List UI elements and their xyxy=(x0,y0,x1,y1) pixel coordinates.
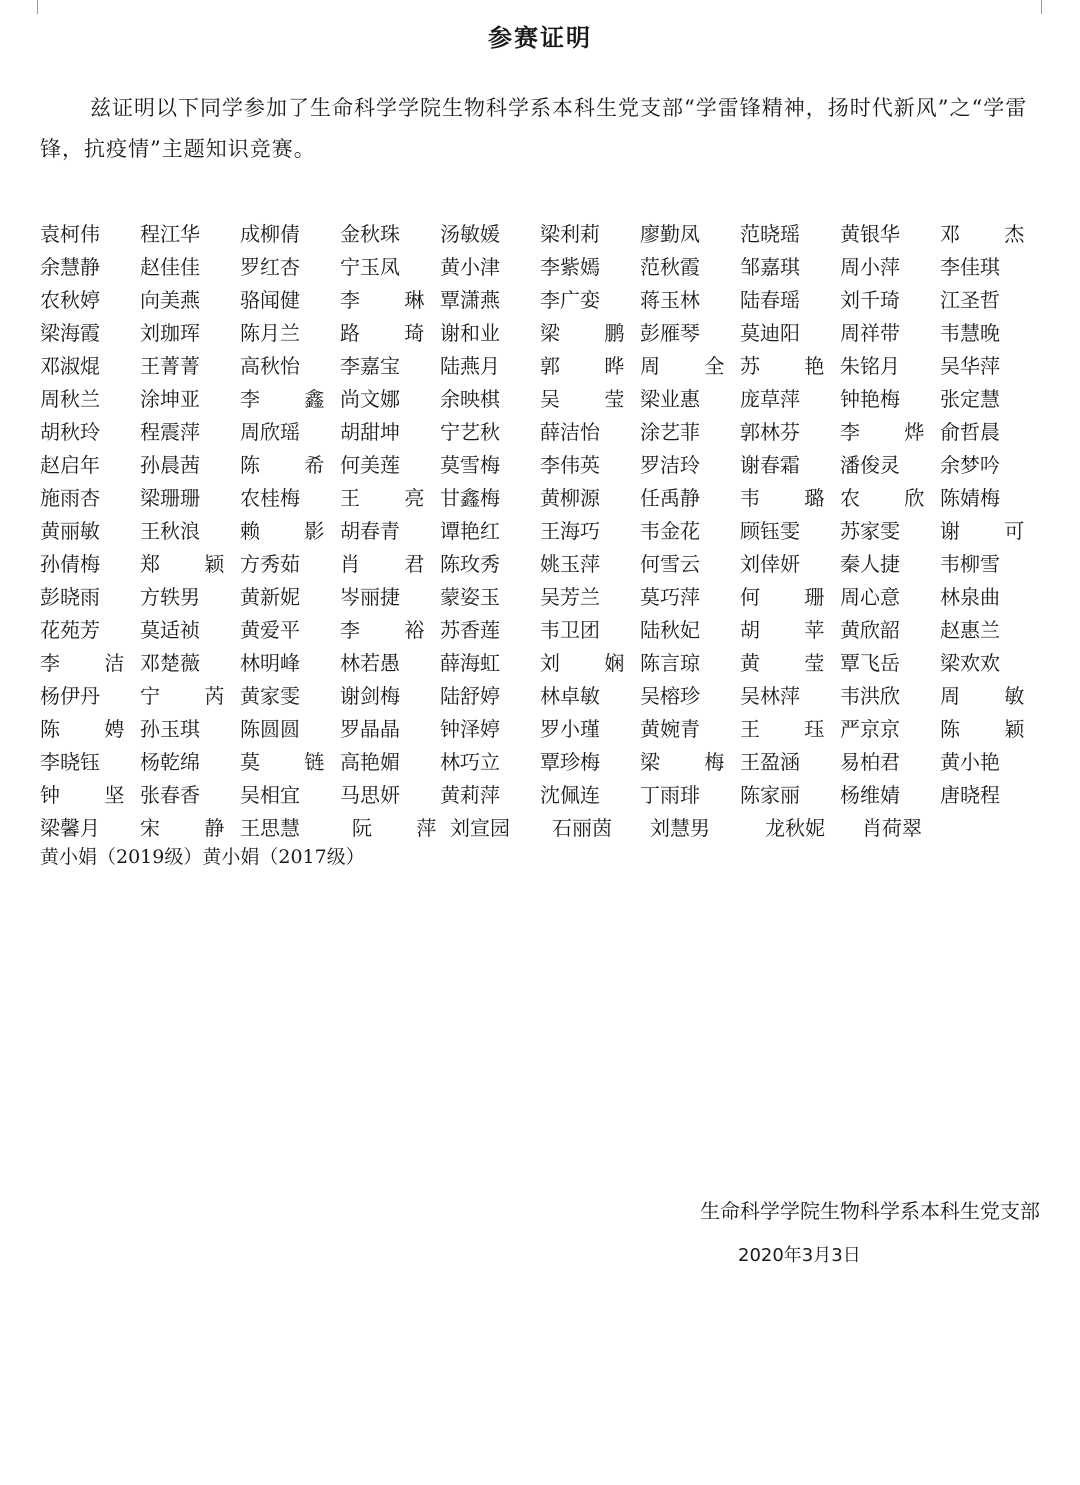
participant-name: 王海巧 xyxy=(540,519,600,543)
participant-name: 路 琦 xyxy=(340,321,444,345)
participant-name: 谢剑梅 xyxy=(340,684,400,708)
participant-name: 林若愚 xyxy=(340,651,400,675)
participant-name: 高秋怡 xyxy=(240,354,300,378)
participant-name: 宁玉凤 xyxy=(340,255,400,279)
participant-name: 梁 鹏 xyxy=(540,321,644,345)
participant-name: 梁海霞 xyxy=(40,321,100,345)
participant-name: 马思妍 xyxy=(340,783,400,807)
participant-name: 谢和业 xyxy=(440,321,500,345)
participant-name: 何 珊 xyxy=(740,585,844,609)
participant-name: 吴华萍 xyxy=(940,354,1000,378)
participant-name: 胡春青 xyxy=(340,519,400,543)
participant-name: 农 欣 xyxy=(840,486,944,510)
page-title: 参赛证明 xyxy=(488,24,592,52)
participant-name: 金秋珠 xyxy=(340,222,400,246)
participant-name: 韦卫团 xyxy=(540,618,600,642)
participant-name: 刘宣园 xyxy=(450,816,510,840)
participant-name: 潘俊灵 xyxy=(840,453,900,477)
participant-name: 丁雨琲 xyxy=(640,783,700,807)
corner-mark-left xyxy=(37,0,38,14)
participant-name: 周 全 xyxy=(640,354,744,378)
participant-name: 韦洪欣 xyxy=(840,684,900,708)
participant-name: 韦柳雪 xyxy=(940,552,1000,576)
participant-name: 范秋霞 xyxy=(640,255,700,279)
participant-name: 林卓敏 xyxy=(540,684,600,708)
participant-name: 邓 杰 xyxy=(940,222,1044,246)
participant-row xyxy=(40,614,1040,647)
participant-name: 蒙姿玉 xyxy=(440,585,500,609)
participant-name: 刘 娴 xyxy=(540,651,644,675)
participant-name: 莫迪阳 xyxy=(740,321,800,345)
participant-row xyxy=(40,350,1040,383)
participant-name: 刘千琦 xyxy=(840,288,900,312)
participant-name: 苏香莲 xyxy=(440,618,500,642)
participant-name: 韦金花 xyxy=(640,519,700,543)
participant-name: 陆秋妃 xyxy=(640,618,700,642)
participant-name: 涂艺菲 xyxy=(640,420,700,444)
participant-name: 陈玫秀 xyxy=(440,552,500,576)
participant-name-grid xyxy=(40,218,1044,845)
participant-name: 苏家雯 xyxy=(840,519,900,543)
participant-name: 阮 萍 xyxy=(352,816,456,840)
participant-name: 李佳琪 xyxy=(940,255,1000,279)
issue-date: 2020年3月3日 xyxy=(738,1245,861,1266)
participant-name: 黄欣韶 xyxy=(840,618,900,642)
participant-row xyxy=(40,416,1040,449)
participant-name: 涂坤亚 xyxy=(140,387,200,411)
participant-name: 孙玉琪 xyxy=(140,717,200,741)
participant-row xyxy=(40,548,1040,581)
participant-name: 梁业惠 xyxy=(640,387,700,411)
participant-name: 宁 芮 xyxy=(140,684,244,708)
participant-name: 姚玉萍 xyxy=(540,552,600,576)
participant-name: 尚文娜 xyxy=(340,387,400,411)
participant-name: 王 珏 xyxy=(740,717,844,741)
participant-name: 黄银华 xyxy=(840,222,900,246)
participant-name: 陆舒婷 xyxy=(440,684,500,708)
participant-name: 胡 苹 xyxy=(740,618,844,642)
participant-name: 彭雁琴 xyxy=(640,321,700,345)
participant-name: 吴林萍 xyxy=(740,684,800,708)
participant-name: 范晓瑶 xyxy=(740,222,800,246)
participant-name: 谢春霜 xyxy=(740,453,800,477)
participant-name: 高艳媚 xyxy=(340,750,400,774)
participant-name: 邹嘉琪 xyxy=(740,255,800,279)
participant-name: 莫巧萍 xyxy=(640,585,700,609)
participant-row xyxy=(40,515,1044,548)
participant-name: 覃潇燕 xyxy=(440,288,500,312)
participant-name: 杨维婧 xyxy=(840,783,900,807)
participant-name: 陈月兰 xyxy=(240,321,300,345)
participant-name: 陈圆圆 xyxy=(240,717,300,741)
participant-name: 梁利莉 xyxy=(540,222,600,246)
participant-name: 罗小瑾 xyxy=(540,717,600,741)
participant-name: 吴榕珍 xyxy=(640,684,700,708)
participant-name: 韦 璐 xyxy=(740,486,844,510)
participant-name: 陈言琼 xyxy=(640,651,700,675)
certificate-intro: 兹证明以下同学参加了生命科学学院生物科学系本科生党支部“学雷锋精神，扬时代新风”之“学雷锋，抗疫情”主题知识竞赛。 xyxy=(40,96,1028,161)
participant-name: 方秀茹 xyxy=(240,552,300,576)
participant-name: 李 琳 xyxy=(340,288,444,312)
participant-name: 肖 君 xyxy=(340,552,444,576)
participant-row xyxy=(40,482,1040,515)
participant-name: 梁珊珊 xyxy=(140,486,200,510)
participant-name: 罗红杏 xyxy=(240,255,300,279)
participant-name: 李紫嫣 xyxy=(540,255,600,279)
participant-row xyxy=(40,647,1040,680)
participant-name: 李 烨 xyxy=(840,420,944,444)
participant-name: 龙秋妮 xyxy=(765,816,825,840)
participant-row xyxy=(40,680,1044,713)
participant-name: 汤敏媛 xyxy=(440,222,500,246)
participant-name: 张定慧 xyxy=(940,387,1000,411)
participant-name: 何美莲 xyxy=(340,453,400,477)
participant-name: 沈佩连 xyxy=(540,783,600,807)
participant-name: 梁欢欢 xyxy=(940,651,1000,675)
participant-row xyxy=(40,317,1040,350)
participant-name: 黄小艳 xyxy=(940,750,1000,774)
participant-name: 程江华 xyxy=(140,222,200,246)
participant-name: 周 敏 xyxy=(940,684,1044,708)
participant-name: 黄爱平 xyxy=(240,618,300,642)
participant-name: 成柳倩 xyxy=(240,222,300,246)
participant-row xyxy=(40,746,1040,779)
participant-name: 李广娈 xyxy=(540,288,600,312)
participant-row xyxy=(40,284,1040,317)
participant-name: 杨伊丹 xyxy=(40,684,100,708)
participant-name: 谢 可 xyxy=(940,519,1044,543)
participant-name: 李晓钰 xyxy=(40,750,100,774)
participant-name: 唐晓程 xyxy=(940,783,1000,807)
participant-name: 黄 莹 xyxy=(740,651,844,675)
participant-name: 骆闻健 xyxy=(240,288,300,312)
participant-name: 邓楚薇 xyxy=(140,651,200,675)
participant-name: 秦人捷 xyxy=(840,552,900,576)
participant-name: 石丽茵 xyxy=(552,816,612,840)
participant-name: 方轶男 xyxy=(140,585,200,609)
participant-name: 邓淑焜 xyxy=(40,354,100,378)
participant-name: 余映棋 xyxy=(440,387,500,411)
participant-name: 陈 颖 xyxy=(940,717,1044,741)
participant-name: 刘珈珲 xyxy=(140,321,200,345)
participant-name: 吴芳兰 xyxy=(540,585,600,609)
participant-name: 陈 希 xyxy=(240,453,344,477)
participant-name: 吴相宜 xyxy=(240,783,300,807)
participant-name: 梁 梅 xyxy=(640,750,744,774)
participant-name: 黄小津 xyxy=(440,255,500,279)
participant-name: 薛海虹 xyxy=(440,651,500,675)
participant-name: 谭艳红 xyxy=(440,519,500,543)
participant-name: 顾钰雯 xyxy=(740,519,800,543)
participant-name: 莫适祯 xyxy=(140,618,200,642)
corner-mark-right xyxy=(1041,0,1042,14)
participant-name: 周小萍 xyxy=(840,255,900,279)
participant-name: 张春香 xyxy=(140,783,200,807)
participant-name: 俞哲晨 xyxy=(940,420,1000,444)
participant-name: 余梦吟 xyxy=(940,453,1000,477)
participant-name: 梁馨月 xyxy=(40,816,100,840)
participant-name: 陈婧梅 xyxy=(940,486,1000,510)
participant-name: 廖勤凤 xyxy=(640,222,700,246)
participant-name: 钟 坚 xyxy=(40,783,144,807)
participant-name: 郑 颖 xyxy=(140,552,244,576)
participant-name: 黄丽敏 xyxy=(40,519,100,543)
participant-name: 陆春瑶 xyxy=(740,288,800,312)
participant-name: 周心意 xyxy=(840,585,900,609)
participant-name: 任禹静 xyxy=(640,486,700,510)
participant-row xyxy=(40,449,1040,482)
participant-name: 苏 艳 xyxy=(740,354,844,378)
participant-name: 覃飞岳 xyxy=(840,651,900,675)
participant-name: 王 亮 xyxy=(340,486,444,510)
participant-name: 赵惠兰 xyxy=(940,618,1000,642)
participant-name: 王思慧 xyxy=(240,816,300,840)
participant-name: 彭晓雨 xyxy=(40,585,100,609)
participant-name: 杨乾绵 xyxy=(140,750,200,774)
issuing-department: 生命科学学院生物科学系本科生党支部 xyxy=(700,1199,1040,1223)
participant-name: 程震萍 xyxy=(140,420,200,444)
participant-name: 林泉曲 xyxy=(940,585,1000,609)
participant-name: 农桂梅 xyxy=(240,486,300,510)
participant-name: 肖荷翠 xyxy=(862,816,922,840)
participant-name: 林巧立 xyxy=(440,750,500,774)
participant-name: 郭林芬 xyxy=(740,420,800,444)
participant-name: 孙晨茜 xyxy=(140,453,200,477)
participant-name: 岑丽捷 xyxy=(340,585,400,609)
participant-name: 李嘉宝 xyxy=(340,354,400,378)
participant-name: 韦慧晚 xyxy=(940,321,1000,345)
participant-name: 黄新妮 xyxy=(240,585,300,609)
participant-name: 向美燕 xyxy=(140,288,200,312)
participant-name: 周祥带 xyxy=(840,321,900,345)
participant-row xyxy=(40,581,1040,614)
participant-name: 甘鑫梅 xyxy=(440,486,500,510)
participant-name: 周欣瑶 xyxy=(240,420,300,444)
participant-last-row xyxy=(40,812,1040,845)
participant-name: 陈家丽 xyxy=(740,783,800,807)
participant-name: 黄家雯 xyxy=(240,684,300,708)
participant-name: 朱铭月 xyxy=(840,354,900,378)
participant-name: 李 鑫 xyxy=(240,387,344,411)
participant-name: 花苑芳 xyxy=(40,618,100,642)
participant-name: 农秋婷 xyxy=(40,288,100,312)
participant-name: 孙倩梅 xyxy=(40,552,100,576)
participant-name: 覃珍梅 xyxy=(540,750,600,774)
participant-name: 吴 莹 xyxy=(540,387,644,411)
participant-name: 钟泽婷 xyxy=(440,717,500,741)
participant-name: 陆燕月 xyxy=(440,354,500,378)
participant-name: 李 裕 xyxy=(340,618,444,642)
participant-row xyxy=(40,251,1040,284)
participant-name: 江圣哲 xyxy=(940,288,1000,312)
participant-row xyxy=(40,383,1040,416)
participant-name: 罗晶晶 xyxy=(340,717,400,741)
participant-name: 王菁菁 xyxy=(140,354,200,378)
participant-name: 刘慧男 xyxy=(650,816,710,840)
participant-name: 莫雪梅 xyxy=(440,453,500,477)
participant-name: 庞草萍 xyxy=(740,387,800,411)
participant-name: 蒋玉林 xyxy=(640,288,700,312)
participant-name: 宁艺秋 xyxy=(440,420,500,444)
participant-name: 莫 链 xyxy=(240,750,344,774)
participant-row xyxy=(40,779,1040,812)
participant-name: 罗洁玲 xyxy=(640,453,700,477)
participant-name: 黄婉青 xyxy=(640,717,700,741)
participant-name: 王秋浪 xyxy=(140,519,200,543)
participant-name: 钟艳梅 xyxy=(840,387,900,411)
participant-name: 赖 影 xyxy=(240,519,344,543)
extra-participants-line: 黄小娟（2019级）黄小娟（2017级） xyxy=(40,846,365,868)
participant-name: 易柏君 xyxy=(840,750,900,774)
participant-name: 黄莉萍 xyxy=(440,783,500,807)
participant-name: 袁柯伟 xyxy=(40,222,100,246)
participant-name: 何雪云 xyxy=(640,552,700,576)
participant-name: 李 洁 xyxy=(40,651,144,675)
participant-name: 刘倖妍 xyxy=(740,552,800,576)
participant-name: 王盈涵 xyxy=(740,750,800,774)
participant-name: 郭 晔 xyxy=(540,354,644,378)
participant-name: 严京京 xyxy=(840,717,900,741)
participant-name: 陈 娉 xyxy=(40,717,144,741)
participant-name: 胡秋玲 xyxy=(40,420,100,444)
participant-name: 林明峰 xyxy=(240,651,300,675)
participant-name: 黄柳源 xyxy=(540,486,600,510)
participant-name: 余慧静 xyxy=(40,255,100,279)
participant-row xyxy=(40,218,1044,251)
participant-name: 周秋兰 xyxy=(40,387,100,411)
participant-name: 赵佳佳 xyxy=(140,255,200,279)
participant-row xyxy=(40,713,1044,746)
participant-name: 胡甜坤 xyxy=(340,420,400,444)
participant-name: 施雨杏 xyxy=(40,486,100,510)
participant-name: 宋 静 xyxy=(140,816,244,840)
participant-name: 李伟英 xyxy=(540,453,600,477)
participant-name: 赵启年 xyxy=(40,453,100,477)
participant-name: 薛洁怡 xyxy=(540,420,600,444)
